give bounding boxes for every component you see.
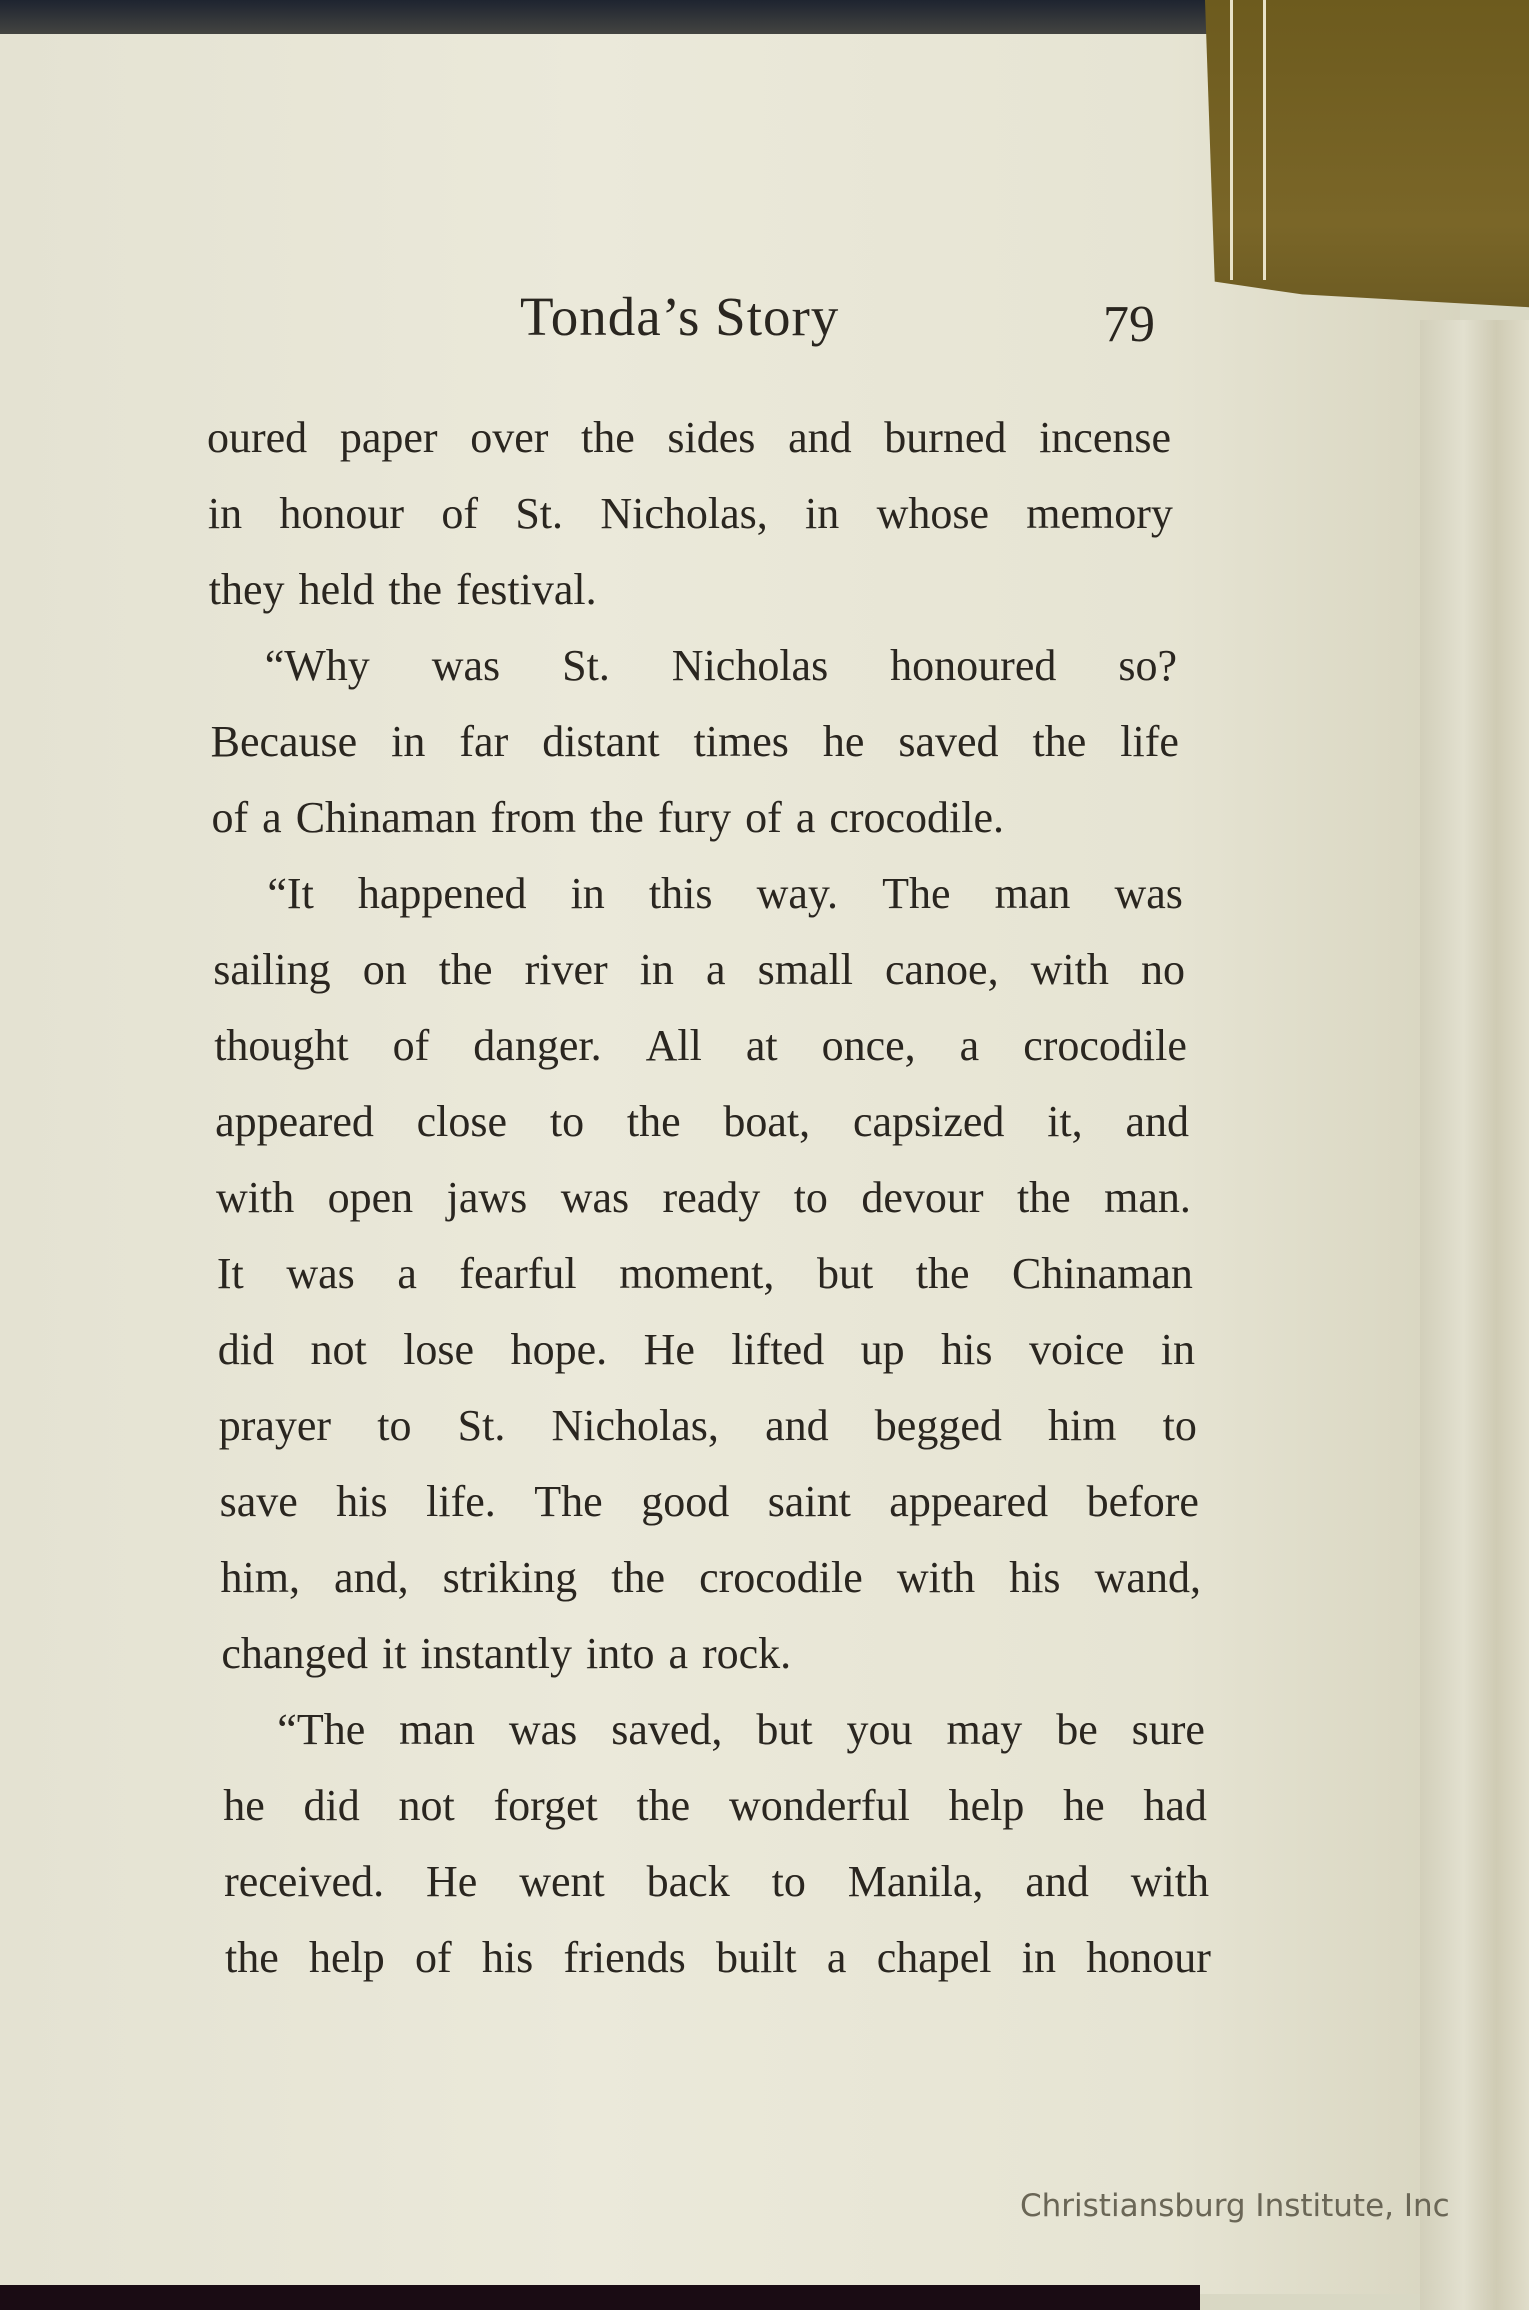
text-line: Because in far distant times he saved the life bbox=[210, 717, 1179, 766]
text-line: thought of danger. All at once, a crocodile bbox=[214, 1021, 1187, 1070]
text-line: save his life. The good saint appeared before bbox=[219, 1477, 1199, 1526]
text-line: “It happened in this way. The man was bbox=[267, 869, 1183, 918]
text-line: “Why was St. Nicholas honoured so? bbox=[264, 641, 1177, 690]
running-header bbox=[0, 285, 1460, 355]
text-line: of a Chinaman from the fury of a crocodile. bbox=[211, 793, 1005, 842]
text-line: him, and, striking the crocodile with his wand, bbox=[220, 1553, 1201, 1602]
text-line: the help of his friends built a chapel in honour bbox=[225, 1933, 1211, 1982]
text-line: with open jaws was ready to devour the man. bbox=[216, 1173, 1191, 1222]
text-line: received. He went back to Manila, and with bbox=[224, 1857, 1209, 1906]
book-cover-corner bbox=[1205, 0, 1529, 320]
running-title: Tonda’s Story bbox=[520, 286, 840, 347]
page-number: 79 bbox=[1103, 296, 1155, 353]
text-line: did not lose hope. He lifted up his voice in bbox=[217, 1325, 1195, 1374]
text-line: prayer to St. Nicholas, and begged him to bbox=[218, 1401, 1197, 1450]
background-bottom-strip bbox=[0, 2285, 1200, 2310]
watermark: Christiansburg Institute, Inc bbox=[1020, 2188, 1450, 2224]
text-line: “The man was saved, but you may be sure bbox=[277, 1705, 1205, 1754]
text-line: It was a fearful moment, but the Chinaman bbox=[216, 1249, 1193, 1298]
text-line: in honour of St. Nicholas, in whose memory bbox=[207, 489, 1173, 538]
text-line: sailing on the river in a small canoe, with no bbox=[213, 945, 1185, 994]
text-line: changed it instantly into a rock. bbox=[221, 1629, 792, 1678]
text-line: appeared close to the boat, capsized it, and bbox=[215, 1097, 1189, 1146]
text-line: oured paper over the sides and burned incense bbox=[207, 413, 1171, 462]
page-edges bbox=[1420, 320, 1529, 2310]
text-line: he did not forget the wonderful help he had bbox=[223, 1781, 1207, 1830]
text-line: they held the festival. bbox=[208, 565, 597, 614]
